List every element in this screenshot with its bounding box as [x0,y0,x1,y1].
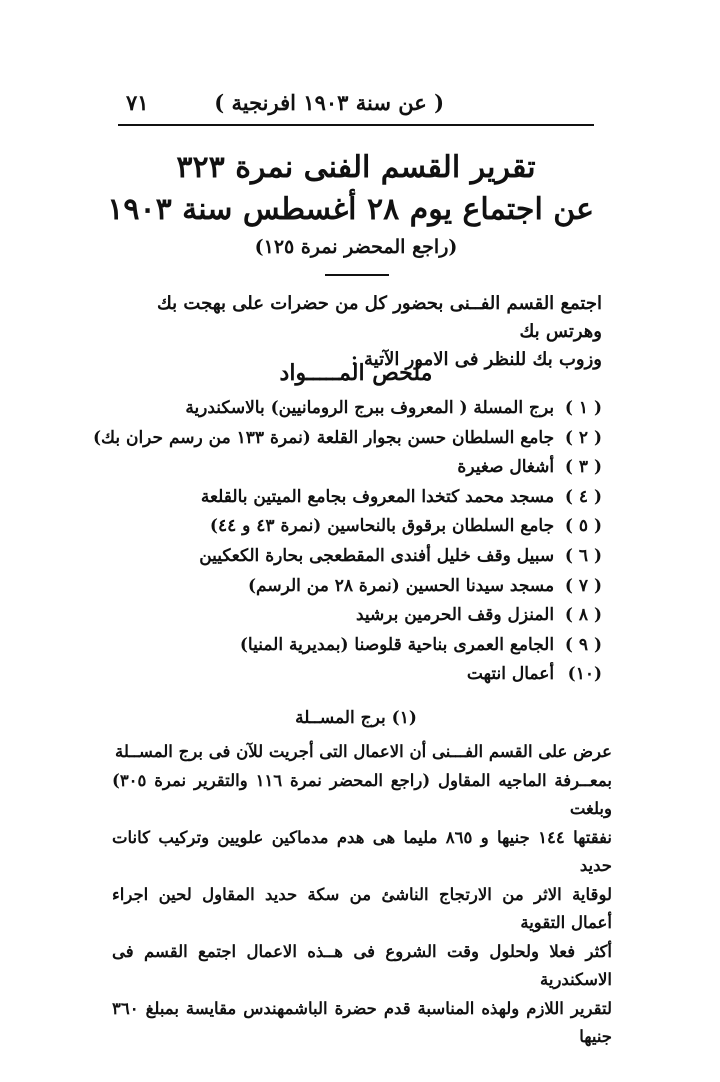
item-text: المنزل وقف الحرمين برشيد [355,605,555,626]
item-text: الجامع العمرى بناحية قلوصنا (بمديرية المنيا) [239,634,555,655]
item-text: جامع السلطان حسن بجوار القلعة (نمرة ١٣٣ من رسم حران بك) [92,427,555,448]
item-number: ( ٥ ) [564,516,602,537]
section-heading: (١) برج المســلة [295,708,417,728]
body-line: لتقرير اللازم ولهذه المناسبة قدم حضرة الباشمهندس مقايسة بمبلغ ٣٦٠ جنيها [112,998,612,1046]
page-number: ٧١ [126,90,149,115]
report-title: تقرير القسم الفنى نمرة ٣٢٣ [176,150,536,185]
list-item [102,512,602,542]
body-line: لوقاية الاثر من الارتجاج الناشئ من سكة حديد المقاول لحين اجراء أعمال التقوية [112,884,612,932]
header-rule [118,124,594,126]
item-number: ( ٩ ) [564,634,602,655]
intro-line: اجتمع القسم الفــنى بحضور كل من حضرات على بهجت بك وهرتس بك [156,293,602,342]
item-text: سبيل وقف خليل أفندى المقطعجى بحارة الكعكيين [199,545,555,566]
item-text: جامع السلطان برقوق بالنحاسين (نمرة ٤٣ و ٤٤) [209,516,555,537]
list-item [92,424,602,454]
item-text: مسجد محمد كتخدا المعروف بجامع الميتين بالقلعة [200,486,555,507]
list-item [102,394,602,424]
summary-list [92,394,602,690]
list-item [102,483,602,513]
title-divider [325,274,389,276]
list-item [102,453,602,483]
item-number: ( ١ ) [564,398,602,418]
item-number: ( ٤ ) [564,486,602,507]
list-item [102,660,602,690]
list-item [102,542,602,572]
item-text: أشغال صغيرة [457,457,555,478]
summary-heading: ملخص المـــــواد [279,360,433,386]
list-item [102,601,602,631]
meeting-date: عن اجتماع يوم ٢٨ أغسطس سنة ١٩٠٣ [107,192,594,227]
running-head [118,88,594,122]
item-number: ( ٢ ) [564,427,602,448]
item-text: مسجد سيدنا الحسين (نمرة ٢٨ من الرسم) [247,575,555,596]
running-title: ( عن سنة ١٩٠٣ افرنجية ) [214,90,444,115]
item-text: أعمال انتهت [466,664,555,685]
list-item [102,572,602,602]
item-number: ( ٧ ) [564,575,602,596]
item-number: ( ٦ ) [564,545,602,566]
intro-line: وزوب بك للنظر فى الامور الآتية : [351,349,602,370]
item-number: ( ٨ ) [564,605,602,626]
item-text: برج المسلة ( المعروف ببرج الرومانيين) بالاسكندرية [185,398,555,418]
minutes-reference: (راجع المحضر نمرة ١٢٥) [254,236,458,258]
body-line: أكثر فعلا ولحلول وقت الشروع فى هــذه الاعمال اجتمع القسم فى الاسكندرية [112,941,612,989]
body-line: بمعــرفة الماجيه المقاول (راجع المحضر نمرة ١١٦ والتقرير نمرة ٣٠٥) وبلغت [112,770,612,818]
body-line: عرض على القسم الفـــنى أن الاعمال التى أجريت للآن فى برج المســلة [115,742,612,761]
item-number: (١٠) [567,664,602,685]
item-number: ( ٣ ) [564,457,602,478]
list-item [102,631,602,661]
section-body [112,738,612,1052]
body-line: نفقتها ١٤٤ جنيها و ٨٦٥ مليما هى هدم مدماكين علويين وتركيب كانات حديد [112,827,612,875]
